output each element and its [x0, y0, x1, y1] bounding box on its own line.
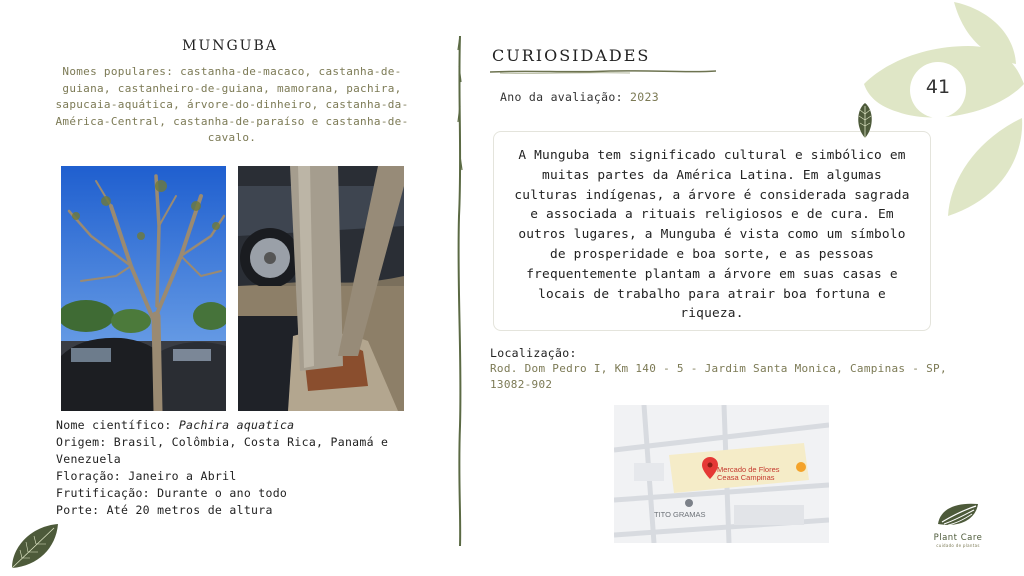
evaluation-year: Ano da avaliação: 2023 — [500, 90, 659, 104]
scientific-name: Nome científico: Pachira aquatica — [56, 418, 295, 432]
brand-name: Plant Care — [933, 533, 983, 543]
evaluation-year-value: 2023 — [630, 90, 659, 104]
map-poi-label: TITO GRAMAS — [654, 510, 706, 519]
brand-tagline: cuidado de plantas — [936, 543, 980, 548]
leaf-icon — [858, 0, 1024, 226]
leaf-icon — [932, 500, 984, 530]
tree-canopy-photo — [61, 166, 226, 411]
location-map[interactable] — [614, 405, 829, 543]
title-underline — [490, 68, 716, 76]
map-place-label: Mercado de Flores Ceasa Campinas — [717, 465, 780, 482]
origin-fact: Origem: Brasil, Colômbia, Costa Rica, Panamá e Venezuela — [56, 435, 389, 466]
location-label: Localização: — [490, 346, 577, 360]
size-fact: Porte: Até 20 metros de altura — [56, 503, 273, 517]
location-address: Rod. Dom Pedro I, Km 140 - 5 - Jardim Santa Monica, Campinas - SP, 13082-902 — [490, 362, 947, 391]
tree-trunk-photo — [238, 166, 404, 411]
flowering-fact: Floração: Janeiro a Abril — [56, 469, 237, 483]
vertical-divider — [453, 36, 467, 546]
leaf-icon — [854, 102, 876, 140]
curiosities-title: CURIOSIDADES — [492, 46, 651, 65]
fruiting-fact: Frutificação: Durante o ano todo — [56, 486, 288, 500]
popular-names: Nomes populares: castanha-de-macaco, castanha-de-guiana, castanheiro-de-guiana, mamorana, pachira, sapucaia-aquática, árvore-do-dinheiro, castanha-da-América-Central, castanha-de-paraíso e castanha-de-cavalo. — [55, 65, 409, 144]
curiosities-text: A Munguba tem significado cultural e simbólico em muitas partes da América Latina. Em algumas culturas indígenas, a árvore é considerada sagrada e associada a rituais religiosos e de cura. Em outros lugares, a Munguba é vista como um símbolo de prosperidade e boa sorte, e as pessoas frequentemente plantam a árvore em suas casas e locais de trabalho para atrair boa fortuna e riqueza. — [493, 131, 931, 331]
species-facts — [56, 417, 416, 519]
scientific-name-value: Pachira aquatica — [178, 418, 295, 432]
species-title: MUNGUBA — [182, 38, 278, 54]
page-number: 41 — [925, 76, 951, 98]
brand-logo — [920, 500, 996, 560]
leaf-icon — [8, 522, 60, 570]
